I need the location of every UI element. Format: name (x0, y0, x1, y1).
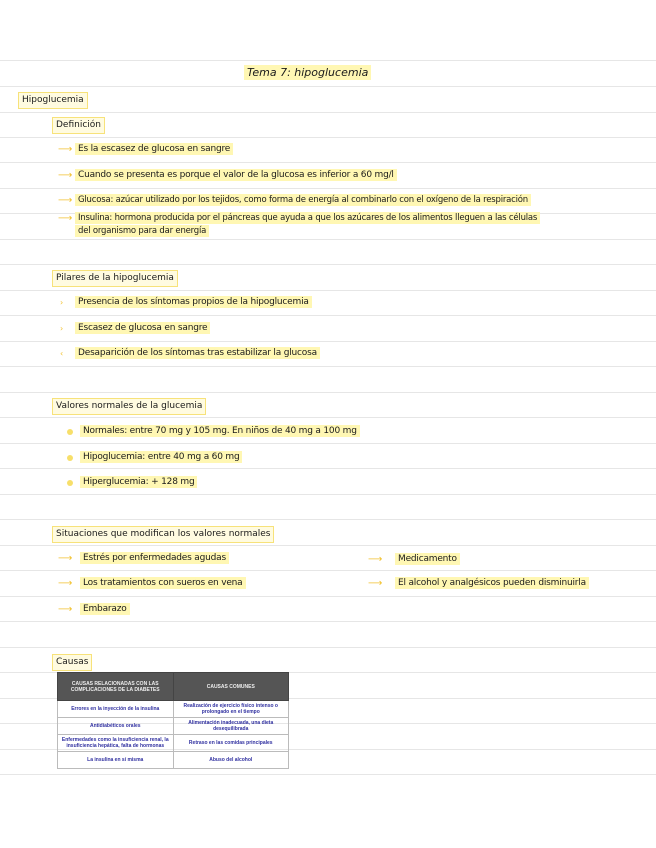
definition-item: Insulina: hormona producida por el páncreas que ayuda a que los azúcares de los alimentos lleguen a las células (75, 213, 540, 224)
situation-item: Medicamento (395, 554, 460, 565)
table-cell: La insulina en sí misma (58, 752, 174, 769)
arrow-icon: ⟶ (58, 144, 73, 155)
arrow-icon: ⟶ (58, 553, 73, 564)
normal-value-item: Hiperglucemia: + 128 mg (80, 477, 197, 488)
pillar-item: Desaparición de los síntomas tras estabilizar la glucosa (75, 348, 320, 359)
normal-value-item: Hipoglucemia: entre 40 mg a 60 mg (80, 452, 242, 463)
table-row (58, 735, 289, 752)
page-title: Tema 7: hipoglucemia (244, 66, 371, 79)
arrow-icon: ⟶ (58, 213, 73, 224)
pillar-item: Presencia de los síntomas propios de la hipoglucemia (75, 297, 312, 308)
table-row (58, 718, 289, 735)
causes-heading: Causas (52, 654, 92, 671)
table-cell: Retraso en las comidas principales (173, 735, 289, 752)
normal-values-heading: Valores normales de la glucemia (52, 398, 206, 415)
table-row (58, 701, 289, 718)
causes-table (57, 672, 289, 769)
table-row (58, 752, 289, 769)
situations-heading: Situaciones que modifican los valores normales (52, 526, 274, 543)
table-header: CAUSAS RELACIONADAS CON LAS COMPLICACIONES DE LA DIABETES (58, 673, 174, 701)
situation-item: El alcohol y analgésicos pueden disminuirla (395, 578, 589, 589)
bullet-icon (67, 429, 73, 435)
table-header-row (58, 673, 289, 701)
table-cell: Errores en la inyección de la insulina (58, 701, 174, 718)
arrow-icon: ⟶ (368, 578, 383, 589)
definition-item-continued: del organismo para dar energía (75, 226, 209, 237)
topic-label: Hipoglucemia (18, 92, 88, 109)
bullet-icon (67, 455, 73, 461)
arrow-icon: › (60, 298, 64, 307)
pillars-heading: Pilares de la hipoglucemia (52, 270, 178, 287)
arrow-icon: › (60, 324, 64, 333)
arrow-icon: ‹ (60, 349, 64, 358)
situation-item: Los tratamientos con sueros en vena (80, 578, 246, 589)
arrow-icon: ⟶ (58, 604, 73, 615)
table-cell: Realización de ejercicio físico intenso o prolongado en el tiempo (173, 701, 289, 718)
situation-item: Estrés por enfermedades agudas (80, 553, 229, 564)
normal-value-item: Normales: entre 70 mg y 105 mg. En niños de 40 mg a 100 mg (80, 426, 360, 437)
definition-item: Glucosa: azúcar utilizado por los tejidos, como forma de energía al combinarlo con el oxígeno de la respiración (75, 195, 531, 206)
table-cell: Abuso del alcohol (173, 752, 289, 769)
table-header: CAUSAS COMUNES (173, 673, 289, 701)
arrow-icon: ⟶ (58, 170, 73, 181)
arrow-icon: ⟶ (368, 554, 383, 565)
definition-item: Cuando se presenta es porque el valor de la glucosa es inferior a 60 mg/l (75, 170, 397, 181)
situation-item: Embarazo (80, 604, 130, 615)
arrow-icon: ⟶ (58, 195, 73, 206)
bullet-icon (67, 480, 73, 486)
pillar-item: Escasez de glucosa en sangre (75, 323, 210, 334)
definition-item: Es la escasez de glucosa en sangre (75, 144, 233, 155)
arrow-icon: ⟶ (58, 578, 73, 589)
table-cell: Antidiabéticos orales (58, 718, 174, 735)
definition-heading: Definición (52, 117, 105, 134)
table-cell: Alimentación inadecuada, una dieta desequilibrada (173, 718, 289, 735)
table-cell: Enfermedades como la insuficiencia renal, la insuficiencia hepática, falta de hormonas (58, 735, 174, 752)
